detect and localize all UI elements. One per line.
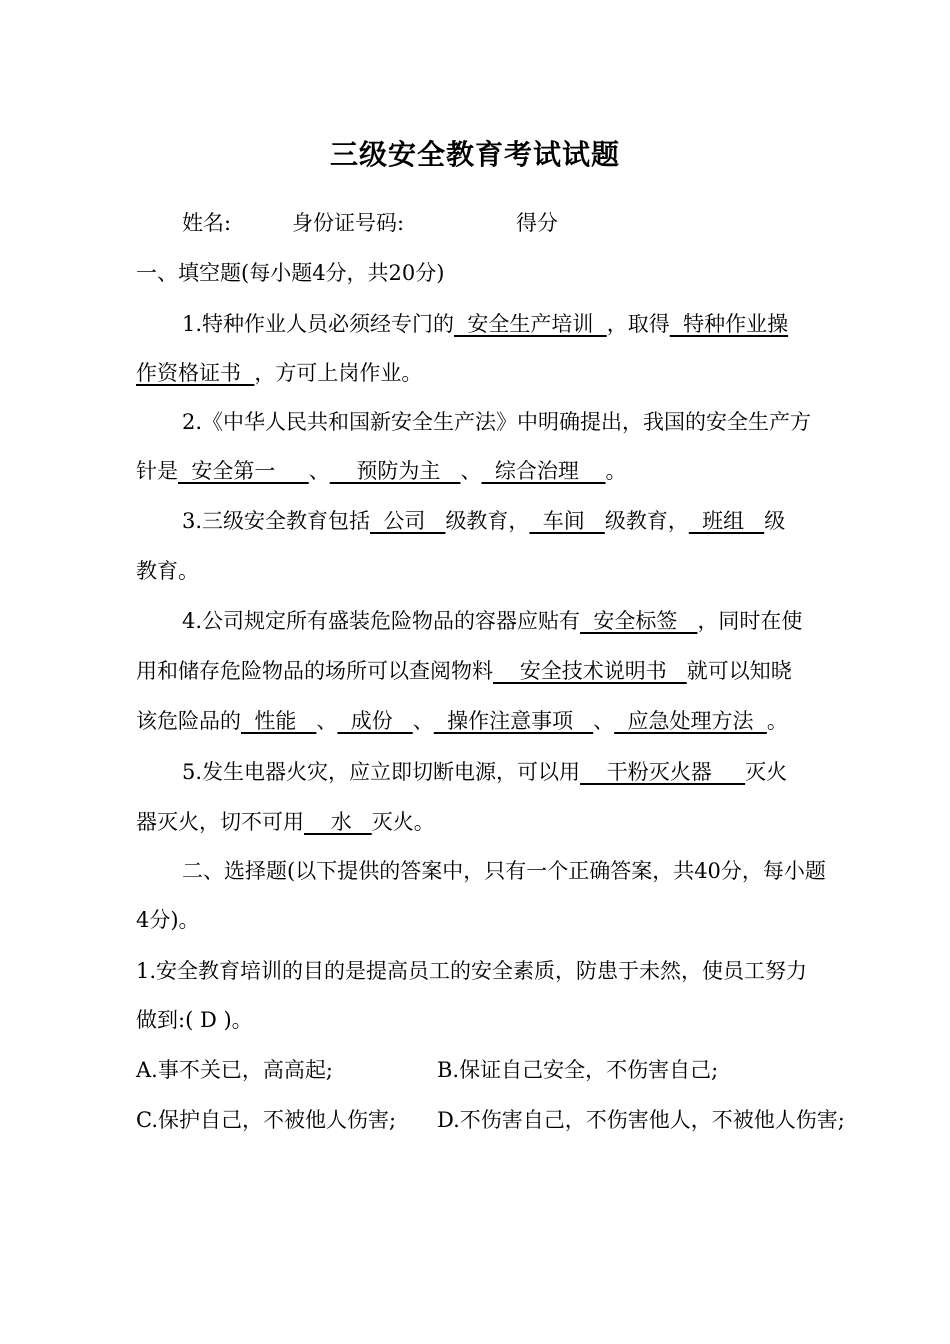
answer-blank: 安全生产培训 <box>454 312 607 336</box>
fill-question-5-line2: 器灭火，切不可用 水 灭火。 <box>136 810 435 834</box>
answer-blank: 综合治理 <box>481 459 606 483</box>
fill-question-4-line1: 4.公司规定所有盛装危险物品的容器应贴有 安全标签 ，同时在使 <box>182 609 803 633</box>
page-title: 三级安全教育考试试题 <box>329 138 620 171</box>
answer-blank: 车间 <box>529 509 605 533</box>
answer-blank: 预防为主 <box>329 459 461 483</box>
answer-blank: 应急处理方法 <box>614 709 767 733</box>
answer-blank: 安全第一 <box>178 459 309 483</box>
fill-question-3-line1: 3.三级安全教育包括 公司 级教育， 车间 级教育， 班组 级 <box>182 509 786 533</box>
answer-blank: 公司 <box>370 509 446 533</box>
fill-question-2-line1: 2.《中华人民共和国新安全生产法》中明确提出，我国的安全生产方 <box>182 410 812 434</box>
answer-blank: 操作注意事项 <box>433 709 594 733</box>
answer-blank: 作资格证书 <box>136 361 255 385</box>
answer-blank: 干粉灭火器 <box>580 760 746 784</box>
name-label: 姓名: <box>182 211 232 235</box>
fill-question-3-line2: 教育。 <box>136 559 199 583</box>
answer-blank: 性能 <box>241 709 317 733</box>
fill-question-2-line2: 针是 安全第一 、 预防为主 、 综合治理 。 <box>136 459 627 483</box>
choice-question-1: 1.安全教育培训的目的是提高员工的安全素质，防患于未然，使员工努力 <box>136 959 808 983</box>
answer-blank: 成份 <box>337 709 413 733</box>
choice-options-row2 <box>136 1105 876 1135</box>
id-number-label: 身份证号码: <box>292 211 405 235</box>
option-b: B.保证自己安全，不伤害自己; <box>437 1058 719 1082</box>
answer-blank: 特种作业操 <box>669 312 789 336</box>
fill-question-5-line1: 5.发生电器火灾，应立即切断电源，可以用 干粉灭火器 灭火 <box>182 760 788 784</box>
fill-question-4-line2: 用和储存危险物品的场所可以查阅物料 安全技术说明书 就可以知晓 <box>136 659 792 683</box>
option-c: C.保护自己，不被他人伤害; <box>136 1108 397 1132</box>
fill-question-4-line3: 该危险品的 性能 、 成份 、 操作注意事项 、 应急处理方法 。 <box>136 709 788 733</box>
answer-blank: 水 <box>304 810 372 834</box>
section1-heading: 一、填空题(每小题4分，共20分) <box>136 261 445 285</box>
section2-heading: 二、选择题(以下提供的答案中，只有一个正确答案，共40分，每小题 <box>182 859 826 883</box>
fill-question-1-line2: 作资格证书 ，方可上岗作业。 <box>136 361 423 385</box>
answer-blank: 安全技术说明书 <box>493 659 687 683</box>
section2-heading-cont: 4分)。 <box>136 908 200 932</box>
score-label: 得分 <box>516 211 558 235</box>
choice-question-1-answer: 做到:( D )。 <box>136 1008 253 1032</box>
choice-options-row1 <box>136 1055 876 1085</box>
option-d: D.不伤害自己，不伤害他人，不被他人伤害; <box>437 1108 845 1132</box>
answer-blank: 安全标签 <box>580 609 698 633</box>
option-a: A.事不关已，高高起; <box>136 1058 333 1082</box>
answer-blank: 班组 <box>688 509 765 533</box>
fill-question-1-line1: 1.特种作业人员必须经专门的 安全生产培训 ，取得 特种作业操 <box>182 312 789 336</box>
